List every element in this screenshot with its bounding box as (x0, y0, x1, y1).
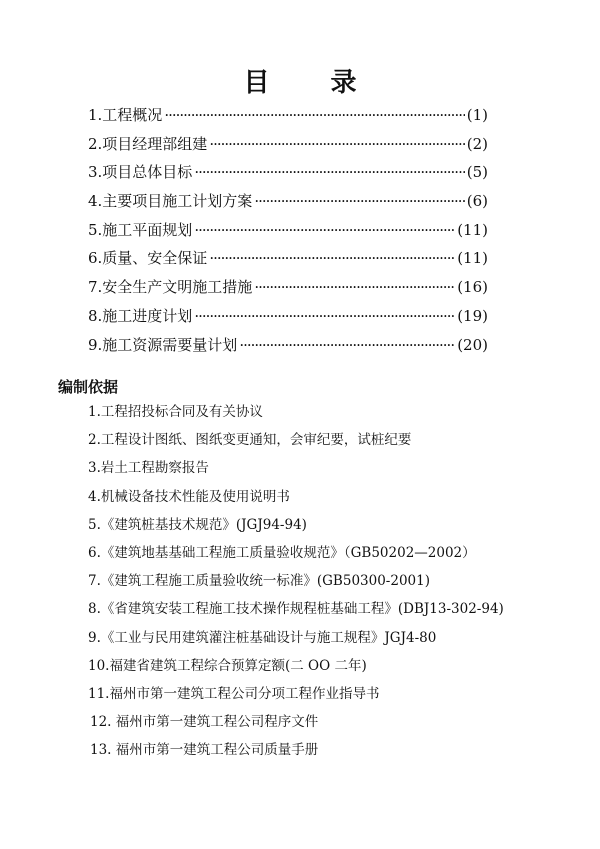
toc-entry (88, 247, 488, 276)
basis-item: 3.岩土工程勘察报告 (88, 460, 209, 477)
toc-entry-page: (2) (466, 134, 488, 153)
toc-entry-page: (20) (457, 335, 488, 354)
toc-entry-page: (6) (466, 192, 488, 211)
basis-item: 7.《建筑工程施工质量验收统一标准》(GB50300-2001) (88, 573, 430, 590)
basis-item: 11.福州市第一建筑工程公司分项工程作业指导书 (88, 685, 380, 702)
toc-dot-leader (254, 278, 455, 296)
toc-entry (88, 334, 488, 363)
basis-item: 5.《建筑桩基技术规范》(JGJ94-94) (88, 516, 307, 533)
basis-item: 1.工程招投标合同及有关协议 (88, 404, 263, 420)
toc-entry-label: 7.安全生产文明施工措施 (88, 278, 253, 297)
toc-entry (88, 276, 488, 305)
toc-entry-page: (16) (457, 278, 488, 297)
basis-item: 8.《省建筑安装工程施工技术操作规程桩基础工程》(DBJ13-302-94) (88, 601, 504, 618)
toc-entry-page: (11) (457, 249, 488, 268)
toc-entry-page: (19) (457, 306, 488, 325)
page-title: 目 录 (243, 68, 383, 98)
table-of-contents (88, 104, 488, 362)
toc-entry-label: 5.施工平面规划 (88, 220, 193, 239)
toc-entry (88, 219, 488, 248)
basis-item: 4.机械设备技术性能及使用说明书 (88, 488, 290, 505)
toc-entry (88, 161, 488, 190)
toc-entry-label: 8.施工进度计划 (88, 306, 193, 325)
toc-dot-leader (254, 192, 464, 210)
toc-dot-leader (194, 307, 455, 325)
toc-entry-label: 2.项目经理部组建 (88, 134, 208, 153)
toc-entry-label: 4.主要项目施工计划方案 (88, 192, 253, 211)
toc-entry-page: (1) (466, 106, 488, 124)
toc-dot-leader (209, 249, 455, 267)
basis-item: 12. 福州市第一建筑工程公司程序文件 (90, 714, 319, 731)
toc-dot-leader (239, 336, 455, 354)
toc-entry-label: 3.项目总体目标 (88, 163, 193, 182)
toc-entry-label: 6.质量、安全保证 (88, 249, 208, 268)
basis-item: 10.福建省建筑工程综合预算定额(二 OO 二年) (88, 657, 367, 674)
toc-entry (88, 104, 488, 133)
basis-heading: 编制依据 (58, 378, 119, 396)
basis-item: 2.工程设计图纸、图纸变更通知，会审纪要，试桩纪要 (88, 432, 412, 449)
basis-list (88, 402, 588, 768)
basis-item: 9.《工业与民用建筑灌注桩基础设计与施工规程》JGJ4-80 (88, 629, 437, 646)
toc-entry-page: (5) (466, 163, 488, 182)
toc-dot-leader (209, 135, 464, 153)
toc-dot-leader (164, 106, 464, 124)
toc-entry (88, 190, 488, 219)
toc-dot-leader (194, 163, 464, 181)
toc-entry-label: 1.工程概况 (88, 106, 163, 124)
toc-entry (88, 305, 488, 334)
toc-dot-leader (194, 221, 455, 239)
toc-entry-label: 9.施工资源需要量计划 (88, 335, 238, 354)
toc-entry (88, 133, 488, 162)
basis-item: 13. 福州市第一建筑工程公司质量手册 (90, 742, 319, 759)
toc-entry-page: (11) (457, 220, 488, 239)
basis-item: 6.《建筑地基基础工程施工质量验收规范》（GB50202—2002） (88, 544, 476, 561)
